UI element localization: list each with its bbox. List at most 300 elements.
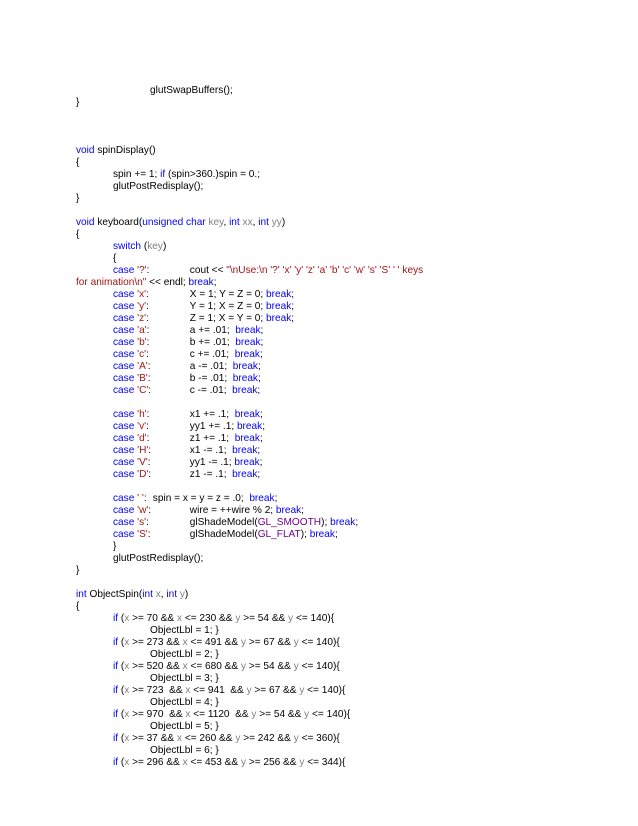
code-token: int bbox=[76, 589, 87, 600]
code-token: case bbox=[113, 457, 135, 468]
code-token: case bbox=[113, 325, 135, 336]
code-token: ; bbox=[213, 277, 217, 288]
code-line bbox=[76, 205, 423, 217]
code-token: : z1 -= .1; bbox=[148, 469, 233, 480]
code-token: break bbox=[232, 385, 258, 396]
code-line bbox=[76, 193, 423, 205]
code-token: ; bbox=[259, 433, 263, 444]
code-token: : Y = 1; X = Z = 0; bbox=[146, 301, 267, 312]
code-line bbox=[76, 241, 423, 253]
code-token: : b += .01; bbox=[146, 337, 236, 348]
code-line bbox=[76, 289, 423, 301]
code-line bbox=[76, 85, 423, 97]
code-token: case bbox=[113, 349, 135, 360]
code-token: break bbox=[234, 433, 260, 444]
code-token: break bbox=[236, 421, 263, 432]
code-token: 'z' bbox=[137, 313, 147, 324]
code-token: << endl; bbox=[146, 277, 189, 288]
code-token: x bbox=[124, 637, 130, 648]
code-token: case bbox=[113, 373, 135, 384]
code-token: GL_SMOOTH bbox=[257, 517, 322, 528]
code-token: int bbox=[258, 217, 269, 228]
code-line bbox=[76, 517, 423, 529]
code-token: : yy1 += .1; bbox=[146, 421, 237, 432]
code-token: key bbox=[208, 217, 224, 228]
code-token: switch bbox=[113, 241, 142, 252]
code-line bbox=[76, 745, 423, 757]
code-token: 'a' bbox=[137, 325, 147, 336]
code-token: { bbox=[76, 157, 80, 168]
code-line bbox=[76, 589, 423, 601]
code-token: ; bbox=[257, 445, 261, 456]
code-token bbox=[76, 529, 113, 540]
code-token: break bbox=[232, 445, 258, 456]
code-token: 'S' bbox=[137, 529, 148, 540]
code-token: { bbox=[76, 253, 117, 264]
code-token: 'b' bbox=[137, 337, 147, 348]
code-line bbox=[76, 541, 423, 553]
code-line bbox=[76, 565, 423, 577]
code-line bbox=[76, 349, 423, 361]
code-token: y bbox=[240, 757, 247, 768]
code-token: : glShadeModel( bbox=[146, 517, 258, 528]
code-token: case bbox=[113, 529, 135, 540]
code-token: ( bbox=[118, 733, 125, 744]
code-token: <= 230 && bbox=[182, 613, 236, 624]
code-token: 'H' bbox=[137, 445, 149, 456]
code-token: y bbox=[179, 589, 185, 600]
code-line bbox=[76, 421, 423, 433]
code-line bbox=[76, 721, 423, 733]
code-token: case bbox=[113, 337, 135, 348]
code-token: 'C' bbox=[137, 385, 149, 396]
code-token: case bbox=[113, 493, 135, 504]
code-line bbox=[76, 553, 423, 565]
code-token: >= 70 && bbox=[129, 613, 177, 624]
code-line bbox=[76, 457, 423, 469]
code-token: >= 256 && bbox=[246, 757, 300, 768]
code-line bbox=[76, 625, 423, 637]
code-token: : x1 -= .1; bbox=[148, 445, 233, 456]
code-token: GL_FLAT bbox=[257, 529, 301, 540]
code-line bbox=[76, 361, 423, 373]
code-token: if bbox=[113, 733, 119, 744]
code-token bbox=[76, 505, 113, 516]
code-line bbox=[76, 601, 423, 613]
code-token: ( bbox=[141, 241, 148, 252]
code-token bbox=[76, 517, 113, 528]
code-token bbox=[76, 313, 113, 324]
code-token: ; bbox=[262, 421, 265, 432]
code-token: 'y' bbox=[137, 301, 147, 312]
code-line bbox=[76, 505, 423, 517]
code-token: y bbox=[299, 757, 305, 768]
code-line bbox=[76, 409, 423, 421]
code-listing bbox=[76, 85, 423, 769]
code-token: case bbox=[113, 505, 135, 516]
code-token: >= 54 && bbox=[240, 613, 289, 624]
code-token: >= 296 && bbox=[129, 757, 183, 768]
code-token: break bbox=[249, 493, 275, 504]
code-token: >= 54 && bbox=[246, 661, 294, 672]
code-token: x bbox=[176, 733, 183, 744]
code-token bbox=[76, 301, 113, 312]
code-token bbox=[76, 385, 113, 396]
code-line bbox=[76, 481, 423, 493]
code-token: int bbox=[166, 589, 178, 600]
code-token: x bbox=[155, 589, 161, 600]
code-token: spin += 1; bbox=[76, 169, 161, 180]
code-token bbox=[76, 685, 113, 696]
code-token: <= 140){ bbox=[293, 613, 335, 624]
code-token: case bbox=[113, 289, 135, 300]
code-line bbox=[76, 685, 423, 697]
code-line bbox=[76, 373, 423, 385]
code-token: >= 520 && bbox=[129, 661, 183, 672]
code-line bbox=[76, 169, 423, 181]
code-token: : wire = ++wire % 2; bbox=[148, 505, 276, 516]
code-line bbox=[76, 385, 423, 397]
code-token: y bbox=[293, 661, 299, 672]
code-token: ; bbox=[291, 313, 295, 324]
code-token: 'h' bbox=[137, 409, 147, 420]
code-line bbox=[76, 157, 423, 169]
code-token: ; bbox=[291, 289, 295, 300]
code-token: : a += .01; bbox=[146, 325, 236, 336]
code-token bbox=[76, 325, 113, 336]
code-token: case bbox=[113, 433, 135, 444]
code-token: >= 37 && bbox=[129, 733, 177, 744]
code-token: case bbox=[113, 469, 135, 480]
code-token: xx bbox=[242, 217, 253, 228]
code-token bbox=[76, 445, 113, 456]
code-token bbox=[76, 361, 113, 372]
code-token: ObjectSpin( bbox=[86, 589, 143, 600]
code-token: 'D' bbox=[137, 469, 149, 480]
code-token bbox=[76, 421, 113, 432]
code-line bbox=[76, 337, 423, 349]
code-token: break bbox=[235, 325, 261, 336]
code-token: unsigned bbox=[142, 217, 184, 228]
code-token: x bbox=[182, 757, 188, 768]
code-token: if bbox=[113, 757, 119, 768]
code-token: break bbox=[232, 373, 258, 384]
code-token: y bbox=[288, 613, 294, 624]
code-token: (spin>360.)spin = 0.; bbox=[165, 169, 261, 180]
code-token: y bbox=[251, 709, 257, 720]
code-token: if bbox=[113, 637, 119, 648]
code-token bbox=[76, 493, 113, 504]
code-token: keyboard( bbox=[94, 217, 143, 228]
code-line bbox=[76, 217, 423, 229]
code-token: ' ' bbox=[137, 493, 144, 504]
code-token: ( bbox=[118, 685, 125, 696]
code-token: 'x' bbox=[137, 289, 147, 300]
code-token: } bbox=[76, 565, 80, 576]
code-token: ; bbox=[257, 385, 261, 396]
code-token bbox=[76, 289, 113, 300]
code-token: break bbox=[234, 349, 260, 360]
code-token: ; bbox=[259, 457, 263, 468]
code-token: >= 242 && bbox=[240, 733, 294, 744]
code-token: break bbox=[235, 337, 261, 348]
code-token: if bbox=[160, 169, 166, 180]
code-token: ; bbox=[291, 301, 295, 312]
code-token bbox=[76, 373, 113, 384]
code-token: y bbox=[235, 733, 241, 744]
code-token: break bbox=[188, 277, 214, 288]
code-token: case bbox=[113, 313, 135, 324]
code-token: >= 67 && bbox=[246, 637, 294, 648]
code-token bbox=[76, 469, 113, 480]
code-token: x bbox=[124, 613, 130, 624]
code-token: if bbox=[113, 685, 119, 696]
code-token: : X = 1; Y = Z = 0; bbox=[146, 289, 267, 300]
code-line bbox=[76, 277, 423, 289]
code-token: >= 54 && bbox=[256, 709, 305, 720]
code-token: : x1 += .1; bbox=[146, 409, 235, 420]
code-token: : yy1 -= .1; bbox=[147, 457, 235, 468]
code-token: break bbox=[309, 529, 335, 540]
code-token: ObjectLbl = 6; } bbox=[76, 745, 219, 756]
code-token: y bbox=[293, 733, 299, 744]
code-token: ; bbox=[301, 505, 304, 516]
code-token bbox=[76, 757, 113, 768]
code-token: case bbox=[113, 301, 135, 312]
code-token: ) bbox=[184, 589, 189, 600]
code-token: case bbox=[113, 361, 135, 372]
code-line bbox=[76, 97, 423, 109]
code-token: } bbox=[76, 97, 80, 108]
code-token: } bbox=[76, 193, 80, 204]
code-token bbox=[76, 709, 113, 720]
code-token: } bbox=[76, 541, 117, 552]
code-line bbox=[76, 649, 423, 661]
code-token: : cout << bbox=[146, 265, 227, 276]
code-token: x bbox=[124, 661, 130, 672]
code-token: ) bbox=[162, 241, 167, 252]
code-token: >= 67 && bbox=[251, 685, 300, 696]
code-token: ; bbox=[260, 337, 264, 348]
code-token: <= 140){ bbox=[309, 709, 351, 720]
code-token: 'v' bbox=[137, 421, 147, 432]
code-token: : Z = 1; X = Y = 0; bbox=[146, 313, 267, 324]
code-token: if bbox=[113, 661, 119, 672]
code-token: ( bbox=[118, 757, 125, 768]
code-token: <= 344){ bbox=[304, 757, 346, 768]
code-token: <= 360){ bbox=[298, 733, 340, 744]
code-token: y bbox=[304, 709, 310, 720]
code-token: ); bbox=[321, 517, 331, 528]
code-token: glutSwapBuffers(); bbox=[76, 85, 233, 96]
code-token bbox=[76, 265, 113, 276]
code-token bbox=[76, 457, 113, 468]
code-line bbox=[76, 673, 423, 685]
code-token: x bbox=[124, 709, 130, 720]
code-token: ( bbox=[118, 613, 125, 624]
code-token: if bbox=[113, 709, 119, 720]
code-line bbox=[76, 757, 423, 769]
code-token: : c -= .01; bbox=[148, 385, 233, 396]
code-token: y bbox=[246, 685, 252, 696]
code-token: x bbox=[176, 613, 183, 624]
code-token: ; bbox=[259, 409, 263, 420]
code-token: break bbox=[232, 361, 258, 372]
code-line bbox=[76, 109, 423, 121]
code-line bbox=[76, 265, 423, 277]
code-token: glutPostRedisplay(); bbox=[76, 181, 204, 192]
code-token: x bbox=[182, 661, 188, 672]
code-token: ObjectLbl = 3; } bbox=[76, 673, 219, 684]
code-token: ObjectLbl = 1; } bbox=[76, 625, 219, 636]
code-line bbox=[76, 445, 423, 457]
code-line bbox=[76, 661, 423, 673]
code-token: ( bbox=[118, 637, 125, 648]
code-token: ObjectLbl = 2; } bbox=[76, 649, 219, 660]
code-token: y bbox=[240, 661, 247, 672]
code-token: case bbox=[113, 265, 135, 276]
code-line bbox=[76, 325, 423, 337]
code-token: <= 140){ bbox=[298, 661, 340, 672]
code-token: ObjectLbl = 5; } bbox=[76, 721, 219, 732]
code-token: x bbox=[124, 757, 130, 768]
code-token: , bbox=[252, 217, 259, 228]
code-token: case bbox=[113, 517, 135, 528]
code-line bbox=[76, 577, 423, 589]
code-token: { bbox=[76, 229, 80, 240]
code-token: case bbox=[113, 421, 135, 432]
code-token bbox=[76, 349, 113, 360]
code-line bbox=[76, 397, 423, 409]
code-token: ; bbox=[355, 517, 359, 528]
code-token: ; bbox=[257, 373, 261, 384]
code-token: ; bbox=[274, 493, 278, 504]
code-line bbox=[76, 733, 423, 745]
code-line bbox=[76, 133, 423, 145]
code-token: if bbox=[113, 613, 119, 624]
code-token: <= 140){ bbox=[298, 637, 340, 648]
code-token bbox=[76, 337, 113, 348]
code-token: ; bbox=[257, 469, 261, 480]
code-token: break bbox=[234, 409, 260, 420]
code-token: "\nUse:\n '?' 'x' 'y' 'z' 'a' 'b' 'c' 'w' 's' 'S' ' ' keys bbox=[226, 265, 424, 276]
code-token bbox=[76, 613, 113, 624]
code-line bbox=[76, 469, 423, 481]
code-token: break bbox=[234, 457, 260, 468]
code-token: break bbox=[266, 289, 292, 300]
code-token: x bbox=[185, 685, 191, 696]
code-token: <= 260 && bbox=[182, 733, 236, 744]
code-token bbox=[76, 733, 113, 744]
code-token: break bbox=[275, 505, 302, 516]
code-token: : spin = x = y = z = .0; bbox=[143, 493, 250, 504]
code-token: char bbox=[186, 217, 206, 228]
code-token: case bbox=[113, 385, 135, 396]
code-token: : b -= .01; bbox=[147, 373, 233, 384]
code-line bbox=[76, 613, 423, 625]
code-token bbox=[76, 409, 113, 420]
code-token: x bbox=[185, 709, 191, 720]
code-token: int bbox=[229, 217, 240, 228]
code-token: 's' bbox=[137, 517, 147, 528]
code-token: void bbox=[76, 217, 95, 228]
code-token: key bbox=[147, 241, 163, 252]
code-token: break bbox=[232, 469, 258, 480]
code-line bbox=[76, 697, 423, 709]
code-token: 'B' bbox=[137, 373, 148, 384]
code-token: ); bbox=[300, 529, 310, 540]
code-line bbox=[76, 709, 423, 721]
code-token: x bbox=[124, 685, 130, 696]
code-token: : z1 += .1; bbox=[146, 433, 235, 444]
code-token: ) bbox=[281, 217, 286, 228]
code-token: , bbox=[160, 589, 167, 600]
code-line bbox=[76, 229, 423, 241]
code-token: ; bbox=[260, 325, 264, 336]
code-token: <= 680 && bbox=[187, 661, 241, 672]
code-token: y bbox=[235, 613, 241, 624]
code-token: glutPostRedisplay(); bbox=[76, 553, 204, 564]
code-token: >= 970 && bbox=[129, 709, 186, 720]
code-token: ; bbox=[257, 361, 261, 372]
code-line bbox=[76, 313, 423, 325]
code-line bbox=[76, 433, 423, 445]
code-token: break bbox=[266, 313, 292, 324]
code-token: : glShadeModel( bbox=[147, 529, 258, 540]
code-token: 'd' bbox=[137, 433, 147, 444]
code-token: <= 941 && bbox=[190, 685, 247, 696]
code-token: , bbox=[223, 217, 230, 228]
code-line bbox=[76, 145, 423, 157]
code-token: for animation\n" bbox=[76, 277, 147, 288]
code-token: 'c' bbox=[137, 349, 147, 360]
code-token: spinDisplay() bbox=[94, 145, 156, 156]
code-token: case bbox=[113, 409, 135, 420]
code-token: ( bbox=[118, 661, 125, 672]
code-line bbox=[76, 253, 423, 265]
code-token: : a -= .01; bbox=[147, 361, 233, 372]
code-token: '?' bbox=[137, 265, 147, 276]
code-token: <= 140){ bbox=[304, 685, 346, 696]
code-token: case bbox=[113, 445, 135, 456]
code-token: <= 491 && bbox=[187, 637, 241, 648]
code-token: int bbox=[142, 589, 153, 600]
code-token: y bbox=[293, 637, 299, 648]
code-line bbox=[76, 121, 423, 133]
code-line bbox=[76, 529, 423, 541]
code-token: 'A' bbox=[137, 361, 148, 372]
code-token: ; bbox=[259, 349, 263, 360]
code-token: void bbox=[76, 145, 95, 156]
code-token: 'V' bbox=[137, 457, 148, 468]
code-token: x bbox=[124, 733, 130, 744]
code-token: : c += .01; bbox=[146, 349, 235, 360]
code-token: 'w' bbox=[137, 505, 149, 516]
code-token bbox=[76, 241, 113, 252]
code-token: <= 1120 && bbox=[190, 709, 252, 720]
code-line bbox=[76, 637, 423, 649]
code-line bbox=[76, 181, 423, 193]
code-token: break bbox=[266, 301, 292, 312]
code-token: ; bbox=[334, 529, 338, 540]
code-token: >= 273 && bbox=[129, 637, 183, 648]
code-token bbox=[76, 433, 113, 444]
code-token: <= 453 && bbox=[187, 757, 241, 768]
code-token bbox=[76, 661, 113, 672]
code-line bbox=[76, 301, 423, 313]
code-token: ( bbox=[118, 709, 125, 720]
code-token: { bbox=[76, 601, 80, 612]
